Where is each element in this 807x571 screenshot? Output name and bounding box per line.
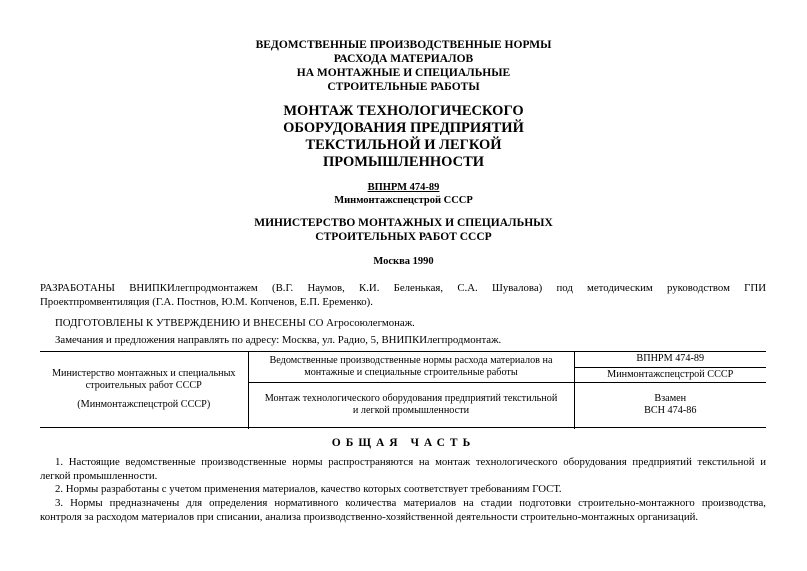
section-paragraph-3: 3. Нормы предназначены для определения нормативного количества материалов на стадии подготовки строительно-монтажного производства, контроля за расходом материалов при списании, анализа производственно-хозяйственной деятельности строительно-монтажных организаций.	[40, 497, 766, 523]
title-line: ПРОМЫШЛЕННОСТИ	[322, 154, 485, 170]
prepared-text: ПОДГОТОВЛЕНЫ К УТВЕРЖДЕНИЮ И ВНЕСЕНЫ СО Агросоюлегмонаж.	[55, 317, 415, 329]
meta-subject-cell: Монтаж технологического оборудования предприятий текстильной и легкой промышленности	[248, 383, 574, 428]
section-paragraph-1: 1. Настоящие ведомственные производственные нормы распространяются на монтаж технологического оборудования предприятий текстильной и легкой промышленности.	[40, 456, 766, 482]
section-title: ОБЩАЯ ЧАСТЬ	[331, 437, 476, 449]
document-code[interactable]: ВПНРМ 474-89	[367, 182, 440, 193]
meta-norms-cell: Ведомственные производственные нормы расхода материалов на монтажные и специальные строительные работы	[248, 352, 574, 383]
document-code-block	[0, 181, 807, 207]
ministry-name	[0, 216, 807, 244]
title-line: ТЕКСТИЛЬНОЙ И ЛЕГКОЙ	[305, 137, 502, 153]
meta-ministry-cell: Министерство монтажных и специальных строительных работ СССР (Минмонтажспецстрой СССР)	[40, 352, 248, 428]
header-line: СТРОИТЕЛЬНЫЕ РАБОТЫ	[327, 81, 480, 93]
prepared-paragraph	[40, 316, 766, 330]
developed-by-paragraph	[40, 281, 766, 309]
document-organization: Минмонтажспецстрой СССР	[334, 195, 473, 206]
header-line: НА МОНТАЖНЫЕ И СПЕЦИАЛЬНЫЕ	[296, 67, 511, 79]
meta-code: ВПНРМ 474-89	[575, 352, 767, 368]
ministry-line: МИНИСТЕРСТВО МОНТАЖНЫХ И СПЕЦИАЛЬНЫХ	[254, 217, 553, 229]
remarks-paragraph	[40, 333, 766, 347]
title-line: МОНТАЖ ТЕХНОЛОГИЧЕСКОГО	[283, 103, 524, 119]
header-line: РАСХОДА МАТЕРИАЛОВ	[333, 53, 474, 65]
meta-ministry-short: (Минмонтажспецстрой СССР)	[77, 398, 211, 410]
meta-replaces-code: ВСН 474-86	[644, 405, 697, 416]
meta-replaces-cell: Взамен ВСН 474-86	[574, 383, 766, 428]
ministry-line: СТРОИТЕЛЬНЫХ РАБОТ СССР	[315, 231, 492, 243]
developed-line: РАЗРАБОТАНЫ ВНИПКИлегпродмонтажем (В.Г. Наумов, К.И. Беленькая, С.А. Шувалова) под методическим руководством ГПИ	[40, 282, 766, 294]
document-meta-table	[40, 351, 766, 428]
document-title	[0, 103, 807, 171]
meta-org: Минмонтажспецстрой СССР	[607, 368, 734, 380]
remarks-text: Замечания и предложения направлять по адресу: Москва, ул. Радио, 5, ВНИПКИлегпродмонтаж.	[55, 334, 502, 346]
publication-year: Москва 1990	[373, 256, 434, 267]
title-line: ОБОРУДОВАНИЯ ПРЕДПРИЯТИЙ	[283, 120, 524, 136]
header-line: ВЕДОМСТВЕННЫЕ ПРОИЗВОДСТВЕННЫЕ НОРМЫ	[255, 39, 552, 51]
norms-header	[0, 38, 807, 94]
developed-line: Проектпромвентиляция (Г.А. Постнов, Ю.М. Копченов, Е.П. Еременко).	[40, 296, 373, 308]
meta-code-cell	[574, 352, 766, 383]
section-paragraph-2: 2. Нормы разработаны с учетом применения материалов, качество которых соответствует требованиям ГОСТ.	[55, 483, 562, 495]
